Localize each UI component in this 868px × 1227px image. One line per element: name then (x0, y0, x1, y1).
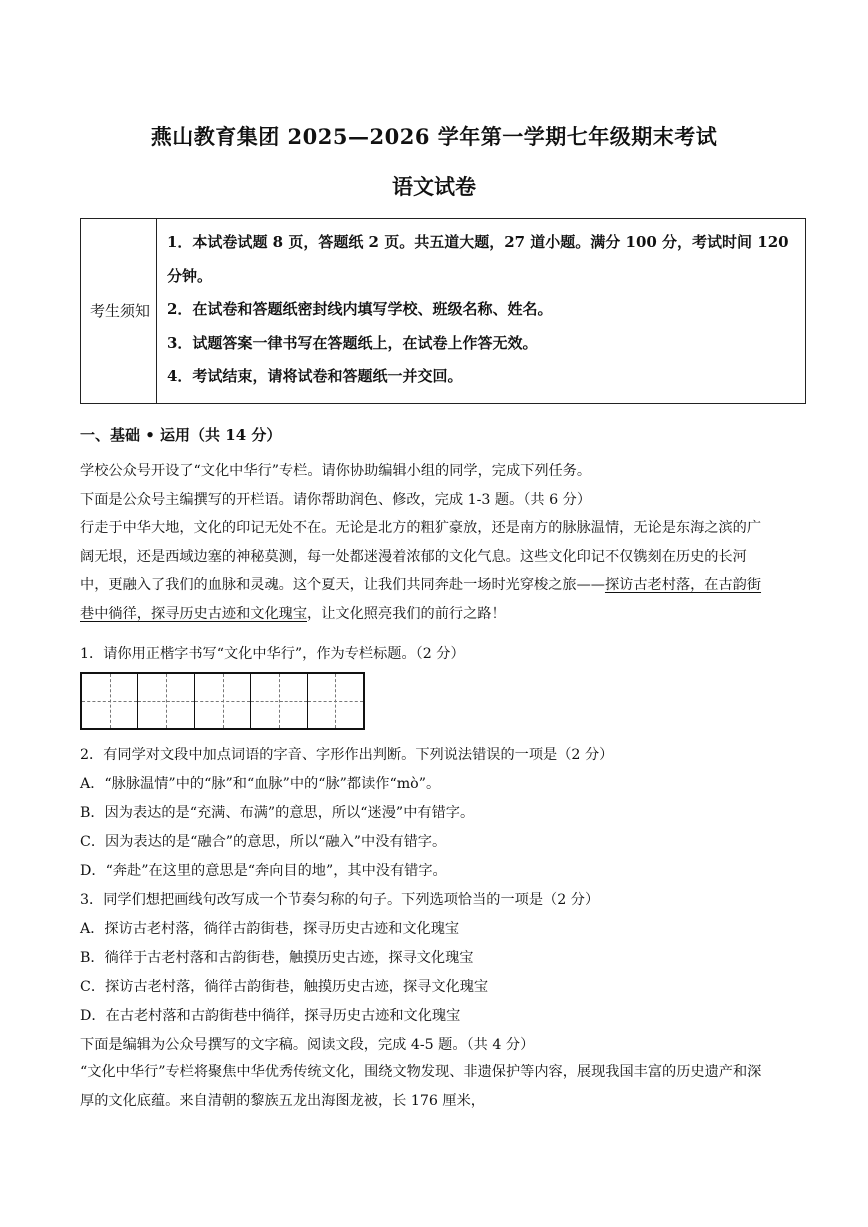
exam-title: 燕山教育集团 2025—2026 学年第一学期七年级期末考试 (150, 124, 718, 149)
underlined-sentence: 探访古老村落，在古韵街巷中徜徉，探寻历史古迹和文化瑰宝 (80, 577, 762, 622)
notice-item-2: 2．在试卷和答题纸密封线内填写学校、班级名称、姓名。 (167, 300, 553, 318)
intro-text-3: 下面是编辑为公众号撰写的文字稿。阅读文段，完成 4-5 题。（共 4 分） (80, 1037, 535, 1053)
intro-text-2: 下面是公众号主编撰写的开栏语。请你帮助润色、修改，完成 1-3 题。（共 6 分） (80, 492, 592, 508)
grid-cell (251, 674, 307, 728)
question-2: 2．有同学对文段中加点词语的字音、字形作出判断。下列说法错误的一项是（2 分） (80, 747, 614, 763)
question-3: 3．同学们想把画线句改写成一个节奏匀称的句子。下列选项恰当的一项是（2 分） (80, 892, 600, 908)
second-passage: “文化中华行”专栏将聚焦中华优秀传统文化，围绕文物发现、非遗保护等内容，展现我国丰富的历史遗产和深厚的文化底蕴。来自清朝的黎族五龙出海图龙被，长 176 厘米， (80, 1064, 762, 1109)
notice-item-4: 4．考试结束，请将试卷和答题纸一并交回。 (167, 367, 463, 385)
q2-option-a: A．“脉脉温情”中的“脉”和“血脉”中的“脉”都读作“mò”。 (80, 776, 441, 792)
q3-option-b: B．徜徉于古老村落和古韵街巷，触摸历史古迹，探寻文化瑰宝 (80, 950, 474, 966)
grid-cell (195, 674, 251, 728)
q2-option-c: C．因为表达的是“融合”的意思，所以“融入”中没有错字。 (80, 834, 447, 850)
passage-part-b: ，让文化照亮我们的前行之路！ (307, 605, 506, 622)
intro-text-1: 学校公众号开设了“文化中华行”专栏。请你协助编辑小组的同学，完成下列任务。 (80, 463, 592, 479)
q2-option-b: B．因为表达的是“充满、布满”的意思，所以“迷漫”中有错字。 (80, 805, 475, 821)
notice-item-3: 3．试题答案一律书写在答题纸上，在试卷上作答无效。 (167, 333, 538, 352)
notice-item-1: 1．本试卷试题 8 页，答题纸 2 页。共五道大题，27 道小题。满分 100 分，考试时间 120 分钟。 (167, 233, 789, 285)
opening-passage (80, 514, 770, 628)
candidate-notice-table (80, 218, 806, 404)
notice-items (157, 219, 805, 403)
q3-option-a: A．探访古老村落，徜徉古韵街巷，探寻历史古迹和文化瑰宝 (80, 921, 460, 937)
section-heading: 一、基础 • 运用（共 14 分） (80, 426, 282, 444)
grid-cell (308, 674, 363, 728)
grid-cell (138, 674, 194, 728)
exam-subtitle: 语文试卷 (392, 174, 476, 199)
q3-option-c: C．探访古老村落，徜徉古韵街巷，触摸历史古迹，探寻文化瑰宝 (80, 979, 489, 995)
notice-label: 考生须知 (90, 302, 151, 320)
question-1: 1．请你用正楷字书写“文化中华行”，作为专栏标题。（2 分） (80, 646, 465, 662)
notice-label-cell (81, 219, 157, 403)
calligraphy-grid (80, 672, 365, 730)
q3-option-d: D．在古老村落和古韵街巷中徜徉，探寻历史古迹和文化瑰宝 (80, 1008, 461, 1024)
passage-part-a: 行走于中华大地，文化的印记无处不在。无论是北方的粗犷豪放，还是南方的脉脉温情，无论是东海之滨的广阔无垠，还是西域边塞的神秘莫测，每一处都迷漫着浓郁的文化气息。这些文化印记不仅镌刻在历史的长河中，更融入了我们的血脉和灵魂。这个夏天，让我们共同奔赴一场时光穿梭之旅—— (80, 520, 762, 594)
grid-cell (82, 674, 138, 728)
q2-option-d: D．“奔赴”在这里的意思是“奔向目的地”，其中没有错字。 (80, 863, 447, 879)
